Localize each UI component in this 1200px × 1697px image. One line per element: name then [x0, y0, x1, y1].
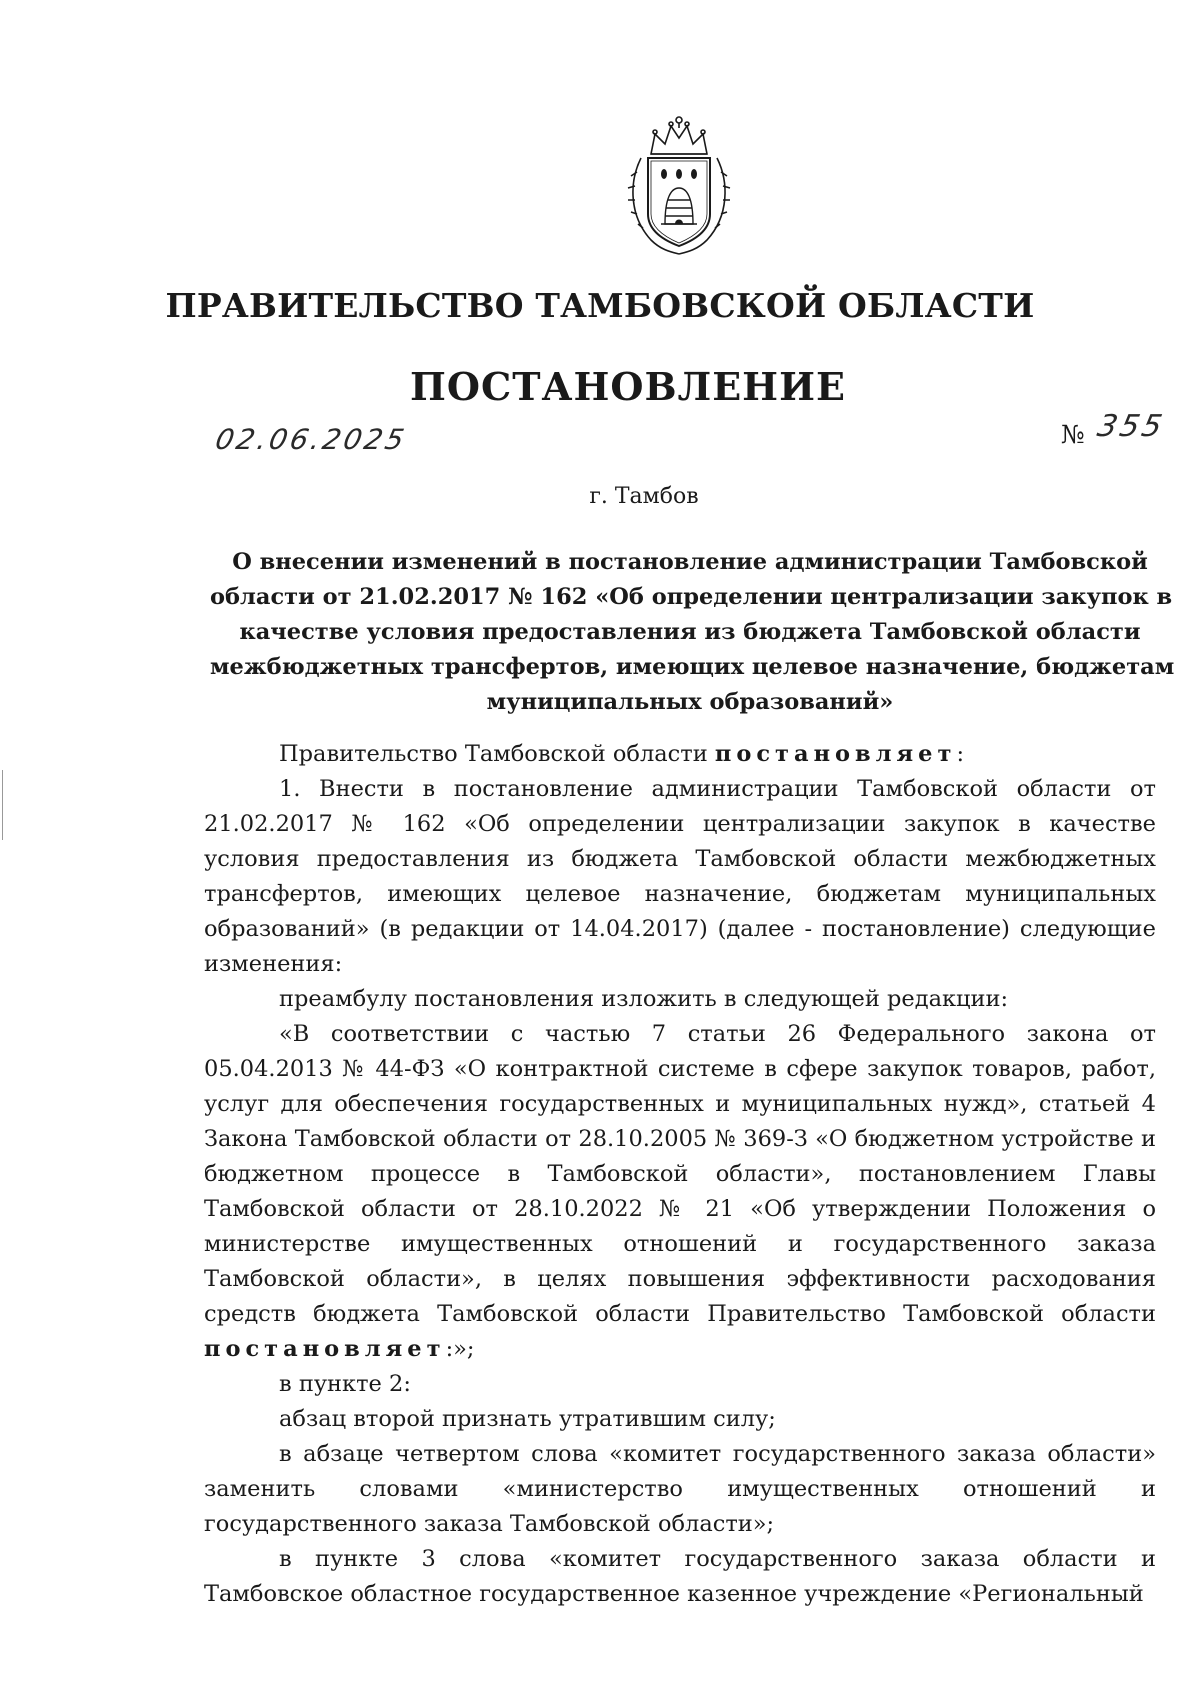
subject-line: муниципальных образований» — [486, 689, 894, 715]
coat-of-arms-icon — [621, 112, 737, 257]
subject-line: межбюджетных трансфертов, имеющих целевое назначение, бюджетам — [210, 654, 1175, 680]
paragraph-5: абзац второй признать утратившим силу; — [279, 1406, 776, 1432]
paragraph-6: в абзаце четвертом слова «комитет государственного заказа области» заменить словами «министерство имущественных отношений и государственного заказа Тамбовской области»; — [204, 1441, 1156, 1537]
scan-edge-mark — [2, 770, 3, 840]
handwritten-date: 02.06.2025 — [212, 423, 410, 456]
paragraph-1: 1. Внести в постановление администрации Тамбовской области от 21.02.2017 № 162 «Об определении централизации закупок в качестве условия предоставления из бюджета Тамбовской области межбюджетных трансфертов, имеющих целевое назначение, бюджетам муниципальных образований» (в редакции от 14.04.2017) (далее - постановление) следующие изменения: — [204, 776, 1156, 977]
paragraph-4: в пункте 2: — [279, 1371, 411, 1397]
preamble — [204, 737, 1156, 772]
preamble-colon: : — [956, 741, 965, 767]
paragraph-3-end: :»; — [445, 1336, 475, 1362]
document-type: ПОСТАНОВЛЕНИЕ — [410, 364, 846, 409]
city: г. Тамбов — [589, 484, 699, 509]
decree-word: постановляет — [204, 1336, 446, 1362]
subject-line: качестве условия предоставления из бюджета Тамбовской области — [239, 619, 1141, 645]
decree-word: постановляет — [714, 741, 957, 767]
subject-line: О внесении изменений в постановление администрации Тамбовской — [232, 549, 1148, 575]
number-label: № — [1061, 420, 1085, 449]
document-body — [204, 737, 1156, 1612]
document-subject — [210, 545, 1175, 720]
paragraph-3-text: «В соответствии с частью 7 статьи 26 Федерального закона от 05.04.2013 № 44-ФЗ «О контрактной системе в сфере закупок товаров, работ, услуг для обеспечения государственных и муниципальных нужд», статьей 4 Закона Тамбовской области от 28.10.2005 № 369-З «О бюджетном устройстве и бюджетном процессе в Тамбовской области», постановлением Главы Тамбовской области от 28.10.2022 № 21 «Об утверждении Положения о министерстве имущественных отношений и государственного заказа Тамбовской области», в целях повышения эффективности расходования средств бюджета Тамбовской области Правительство Тамбовской области — [204, 1021, 1156, 1327]
preamble-text: Правительство Тамбовской области — [279, 741, 715, 767]
paragraph-2: преамбулу постановления изложить в следующей редакции: — [279, 986, 1009, 1012]
subject-line: области от 21.02.2017 № 162 «Об определении централизации закупок в — [210, 584, 1173, 610]
organization-title: ПРАВИТЕЛЬСТВО ТАМБОВСКОЙ ОБЛАСТИ — [165, 286, 1035, 325]
paragraph-3 — [204, 1017, 1156, 1367]
paragraph-7: в пункте 3 слова «комитет государственного заказа области и Тамбовское областное государственное казенное учреждение «Региональный — [204, 1546, 1156, 1607]
handwritten-number: 355 — [1094, 409, 1168, 444]
